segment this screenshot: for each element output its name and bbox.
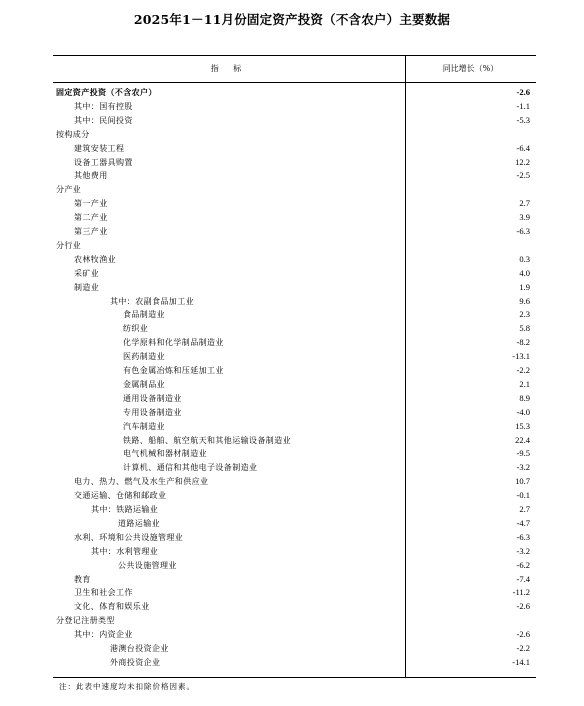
row-value: 15.3 — [515, 420, 530, 431]
table-row — [53, 393, 536, 407]
footnote: 注：此表中速度均未扣除价格因素。 — [59, 682, 195, 691]
table-row — [53, 601, 536, 615]
row-value: -13.1 — [512, 351, 530, 362]
table-row — [53, 532, 536, 546]
row-label: 食品制造业 — [123, 310, 165, 320]
table-row — [53, 198, 536, 212]
row-label: 其中：内资企业 — [74, 630, 133, 640]
row-label: 外商投资企业 — [110, 657, 161, 667]
table-row — [53, 226, 536, 240]
table-row — [53, 574, 536, 588]
table-row — [53, 560, 536, 574]
row-label: 设备工器具购置 — [74, 157, 133, 167]
table-row — [53, 87, 536, 101]
table-row — [53, 115, 536, 129]
row-value: 0.3 — [519, 253, 530, 264]
row-value: -6.2 — [516, 559, 530, 570]
row-label: 其中：农副食品加工业 — [110, 296, 194, 306]
row-value: -8.2 — [516, 337, 530, 348]
row-value: -11.2 — [512, 587, 530, 598]
table-row — [53, 282, 536, 296]
row-label: 公共设施管理业 — [118, 560, 177, 570]
row-value: -5.3 — [516, 114, 530, 125]
table-row — [53, 615, 536, 629]
row-label: 卫生和社会工作 — [74, 588, 133, 598]
table-row — [53, 337, 536, 351]
row-value: 2.3 — [519, 309, 530, 320]
row-value: -14.1 — [512, 656, 530, 667]
row-value: 2.7 — [519, 198, 530, 209]
row-value: -3.2 — [516, 545, 530, 556]
row-label: 第一产业 — [74, 199, 108, 209]
table-row — [53, 365, 536, 379]
table-row — [53, 518, 536, 532]
table-row — [53, 379, 536, 393]
row-value: 4.0 — [519, 267, 530, 278]
header-growth: 同比增长（%） — [442, 64, 499, 73]
row-value: 9.6 — [519, 295, 530, 306]
row-label: 按构成分 — [56, 129, 90, 139]
row-label: 计算机、通信和其他电子设备制造业 — [123, 463, 258, 473]
row-value: 2.1 — [519, 378, 530, 389]
row-label: 建筑安装工程 — [74, 143, 125, 153]
row-label: 通用设备制造业 — [123, 393, 182, 403]
row-label: 港澳台投资企业 — [110, 644, 169, 653]
row-value: -2.5 — [516, 170, 530, 181]
row-label: 固定资产投资（不含农户） — [56, 87, 157, 97]
table-row — [53, 421, 536, 435]
table-row — [53, 657, 536, 671]
table-row — [53, 240, 536, 254]
row-value: -2.6 — [516, 87, 530, 97]
table-row — [53, 476, 536, 490]
table-row — [53, 129, 536, 143]
row-value: -1.1 — [516, 100, 530, 111]
table-row — [53, 157, 536, 171]
table-row — [53, 435, 536, 449]
row-label: 专用设备制造业 — [123, 407, 182, 417]
row-label: 有色金属冶炼和压延加工业 — [123, 366, 224, 375]
row-label: 第三产业 — [74, 227, 108, 236]
row-label: 制造业 — [74, 282, 100, 292]
row-value: -6.3 — [516, 531, 530, 542]
table-row — [53, 629, 536, 643]
row-value: -6.3 — [516, 226, 530, 236]
table-row — [53, 101, 536, 115]
row-label: 医药制造业 — [123, 352, 165, 362]
table-row — [53, 587, 536, 601]
row-label: 纺织业 — [123, 324, 149, 334]
row-value: -2.6 — [516, 601, 530, 612]
table-row — [53, 490, 536, 504]
table-row — [53, 504, 536, 518]
row-value: -4.7 — [516, 517, 530, 528]
table-row — [53, 143, 536, 157]
row-value: 22.4 — [515, 434, 530, 445]
row-label: 分登记注册类型 — [56, 616, 115, 626]
table-row — [53, 351, 536, 365]
table-row — [53, 309, 536, 323]
row-value: 2.7 — [519, 504, 530, 514]
table-row — [53, 296, 536, 310]
data-table — [53, 55, 536, 678]
row-value: -6.4 — [516, 142, 530, 153]
row-value: -9.5 — [516, 448, 530, 459]
row-value: 1.9 — [519, 281, 530, 292]
row-label: 其中：铁路运输业 — [91, 505, 159, 514]
row-label: 分行业 — [56, 240, 82, 250]
row-label: 交通运输、仓储和邮政业 — [74, 491, 167, 501]
row-value: 5.8 — [519, 323, 530, 334]
row-label: 铁路、船舶、航空航天和其他运输设备制造业 — [123, 435, 291, 445]
table-row — [53, 448, 536, 462]
table-row — [53, 546, 536, 560]
row-value: 12.2 — [515, 156, 530, 167]
row-label: 电力、热力、燃气及水生产和供应业 — [74, 477, 209, 487]
row-value: -2.2 — [516, 365, 530, 375]
row-label: 道路运输业 — [118, 518, 160, 528]
row-value: 3.9 — [519, 212, 530, 223]
row-value: -2.6 — [516, 629, 530, 640]
table-row — [53, 212, 536, 226]
header-indicator: 指 标 — [210, 64, 248, 73]
table-row — [53, 643, 536, 657]
table-row — [53, 254, 536, 268]
table-row — [53, 170, 536, 184]
row-label: 水利、环境和公共设施管理业 — [74, 532, 184, 542]
row-label: 文化、体育和娱乐业 — [74, 602, 150, 612]
table-row — [53, 323, 536, 337]
table-row — [53, 462, 536, 476]
row-label: 教育 — [74, 574, 91, 584]
page-title: 2025年1－11月份固定资产投资（不含农户）主要数据 — [133, 12, 451, 27]
table-row — [53, 407, 536, 421]
row-value: 8.9 — [519, 392, 530, 403]
table-row — [53, 268, 536, 282]
row-value: -3.2 — [516, 462, 530, 473]
table-header — [53, 56, 536, 83]
row-value: -4.0 — [516, 406, 530, 417]
row-label: 电气机械和器材制造业 — [123, 449, 207, 459]
row-label: 其中：水利管理业 — [91, 546, 159, 556]
row-value: 10.7 — [515, 476, 530, 487]
row-label: 采矿业 — [74, 268, 100, 278]
row-label: 化学原料和化学制品制造业 — [123, 338, 224, 348]
row-label: 第二产业 — [74, 213, 108, 223]
table-row — [53, 184, 536, 198]
row-label: 其他费用 — [74, 171, 108, 181]
row-label: 其中：民间投资 — [74, 115, 133, 125]
row-value: -0.1 — [516, 490, 530, 501]
row-label: 金属制品业 — [123, 379, 165, 389]
row-label: 农林牧渔业 — [74, 254, 116, 264]
row-value: -7.4 — [516, 573, 530, 584]
row-label: 其中：国有控股 — [74, 101, 133, 111]
row-label: 分产业 — [56, 185, 82, 195]
row-label: 汽车制造业 — [123, 421, 165, 431]
row-value: -2.2 — [516, 643, 530, 653]
